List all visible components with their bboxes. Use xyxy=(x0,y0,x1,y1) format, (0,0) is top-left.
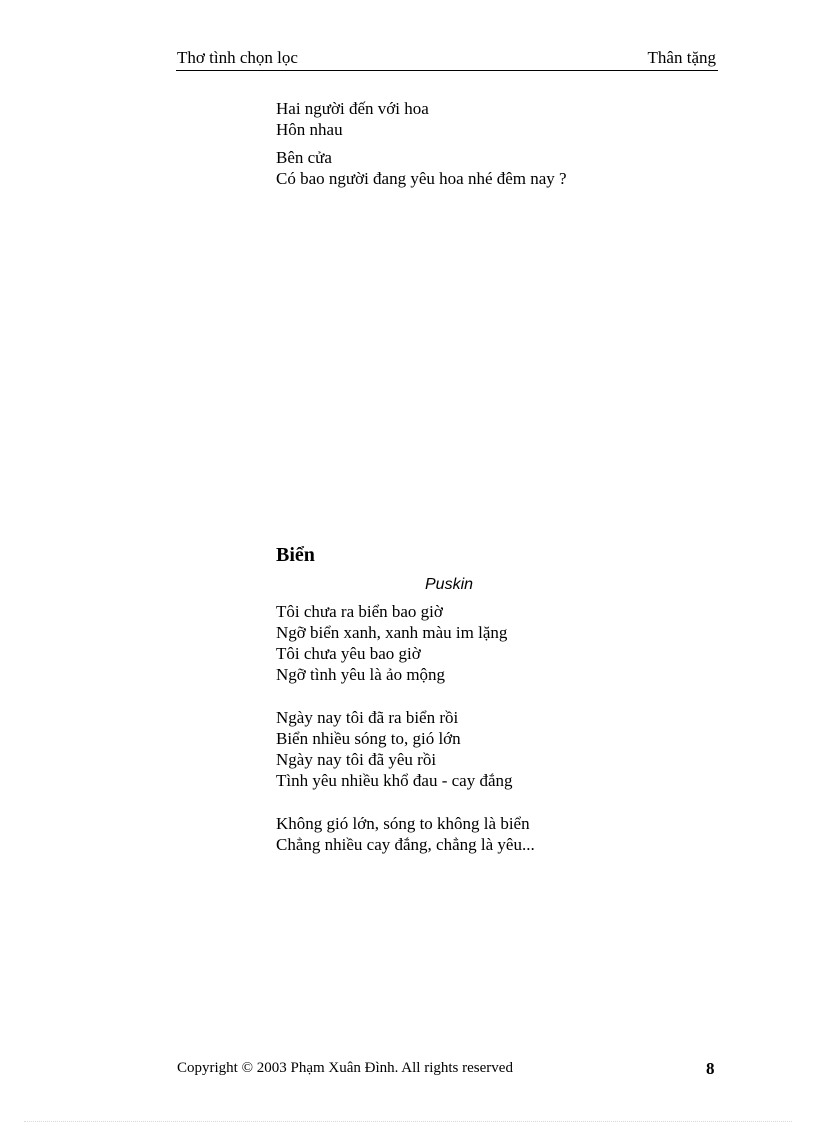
poem-line: Ngày nay tôi đã ra biển rồi xyxy=(276,708,459,727)
poem-line: Bên cửa xyxy=(276,148,332,167)
poem-title: Biển xyxy=(276,544,315,566)
poem-body xyxy=(276,601,535,855)
poem-line: Hôn nhau xyxy=(276,120,343,139)
page-bottom-rule xyxy=(24,1121,792,1122)
poem-line: Hai người đến với hoa xyxy=(276,99,429,118)
poem-author: Puskin xyxy=(425,576,474,593)
poem-line: Tôi chưa ra biển bao giờ xyxy=(276,602,443,621)
page-header xyxy=(176,48,718,71)
poem-line: Biển nhiều sóng to, gió lớn xyxy=(276,729,461,748)
poem-line: Ngỡ tình yêu là ảo mộng xyxy=(276,665,446,684)
poem-line: Có bao người đang yêu hoa nhé đêm nay ? xyxy=(276,169,567,188)
poem-line: Ngày nay tôi đã yêu rồi xyxy=(276,750,437,769)
stanza-gap xyxy=(276,685,535,707)
stanza-gap xyxy=(276,140,567,147)
poem-line: Tình yêu nhiều khổ đau - cay đắng xyxy=(276,771,513,790)
poem-line: Không gió lớn, sóng to không là biển xyxy=(276,814,530,833)
previous-poem-continuation xyxy=(276,98,567,189)
stanza-gap xyxy=(276,791,535,813)
header-book-title: Thơ tình chọn lọc xyxy=(177,48,298,67)
header-dedication: Thân tặng xyxy=(647,48,716,67)
poem-line: Chẳng nhiều cay đắng, chẳng là yêu... xyxy=(276,835,535,854)
page-number: 8 xyxy=(706,1059,715,1078)
footer-copyright: Copyright © 2003 Phạm Xuân Đình. All rights reserved xyxy=(177,1060,513,1076)
poem-line: Tôi chưa yêu bao giờ xyxy=(276,644,421,663)
poem-line: Ngỡ biển xanh, xanh màu im lặng xyxy=(276,623,508,642)
